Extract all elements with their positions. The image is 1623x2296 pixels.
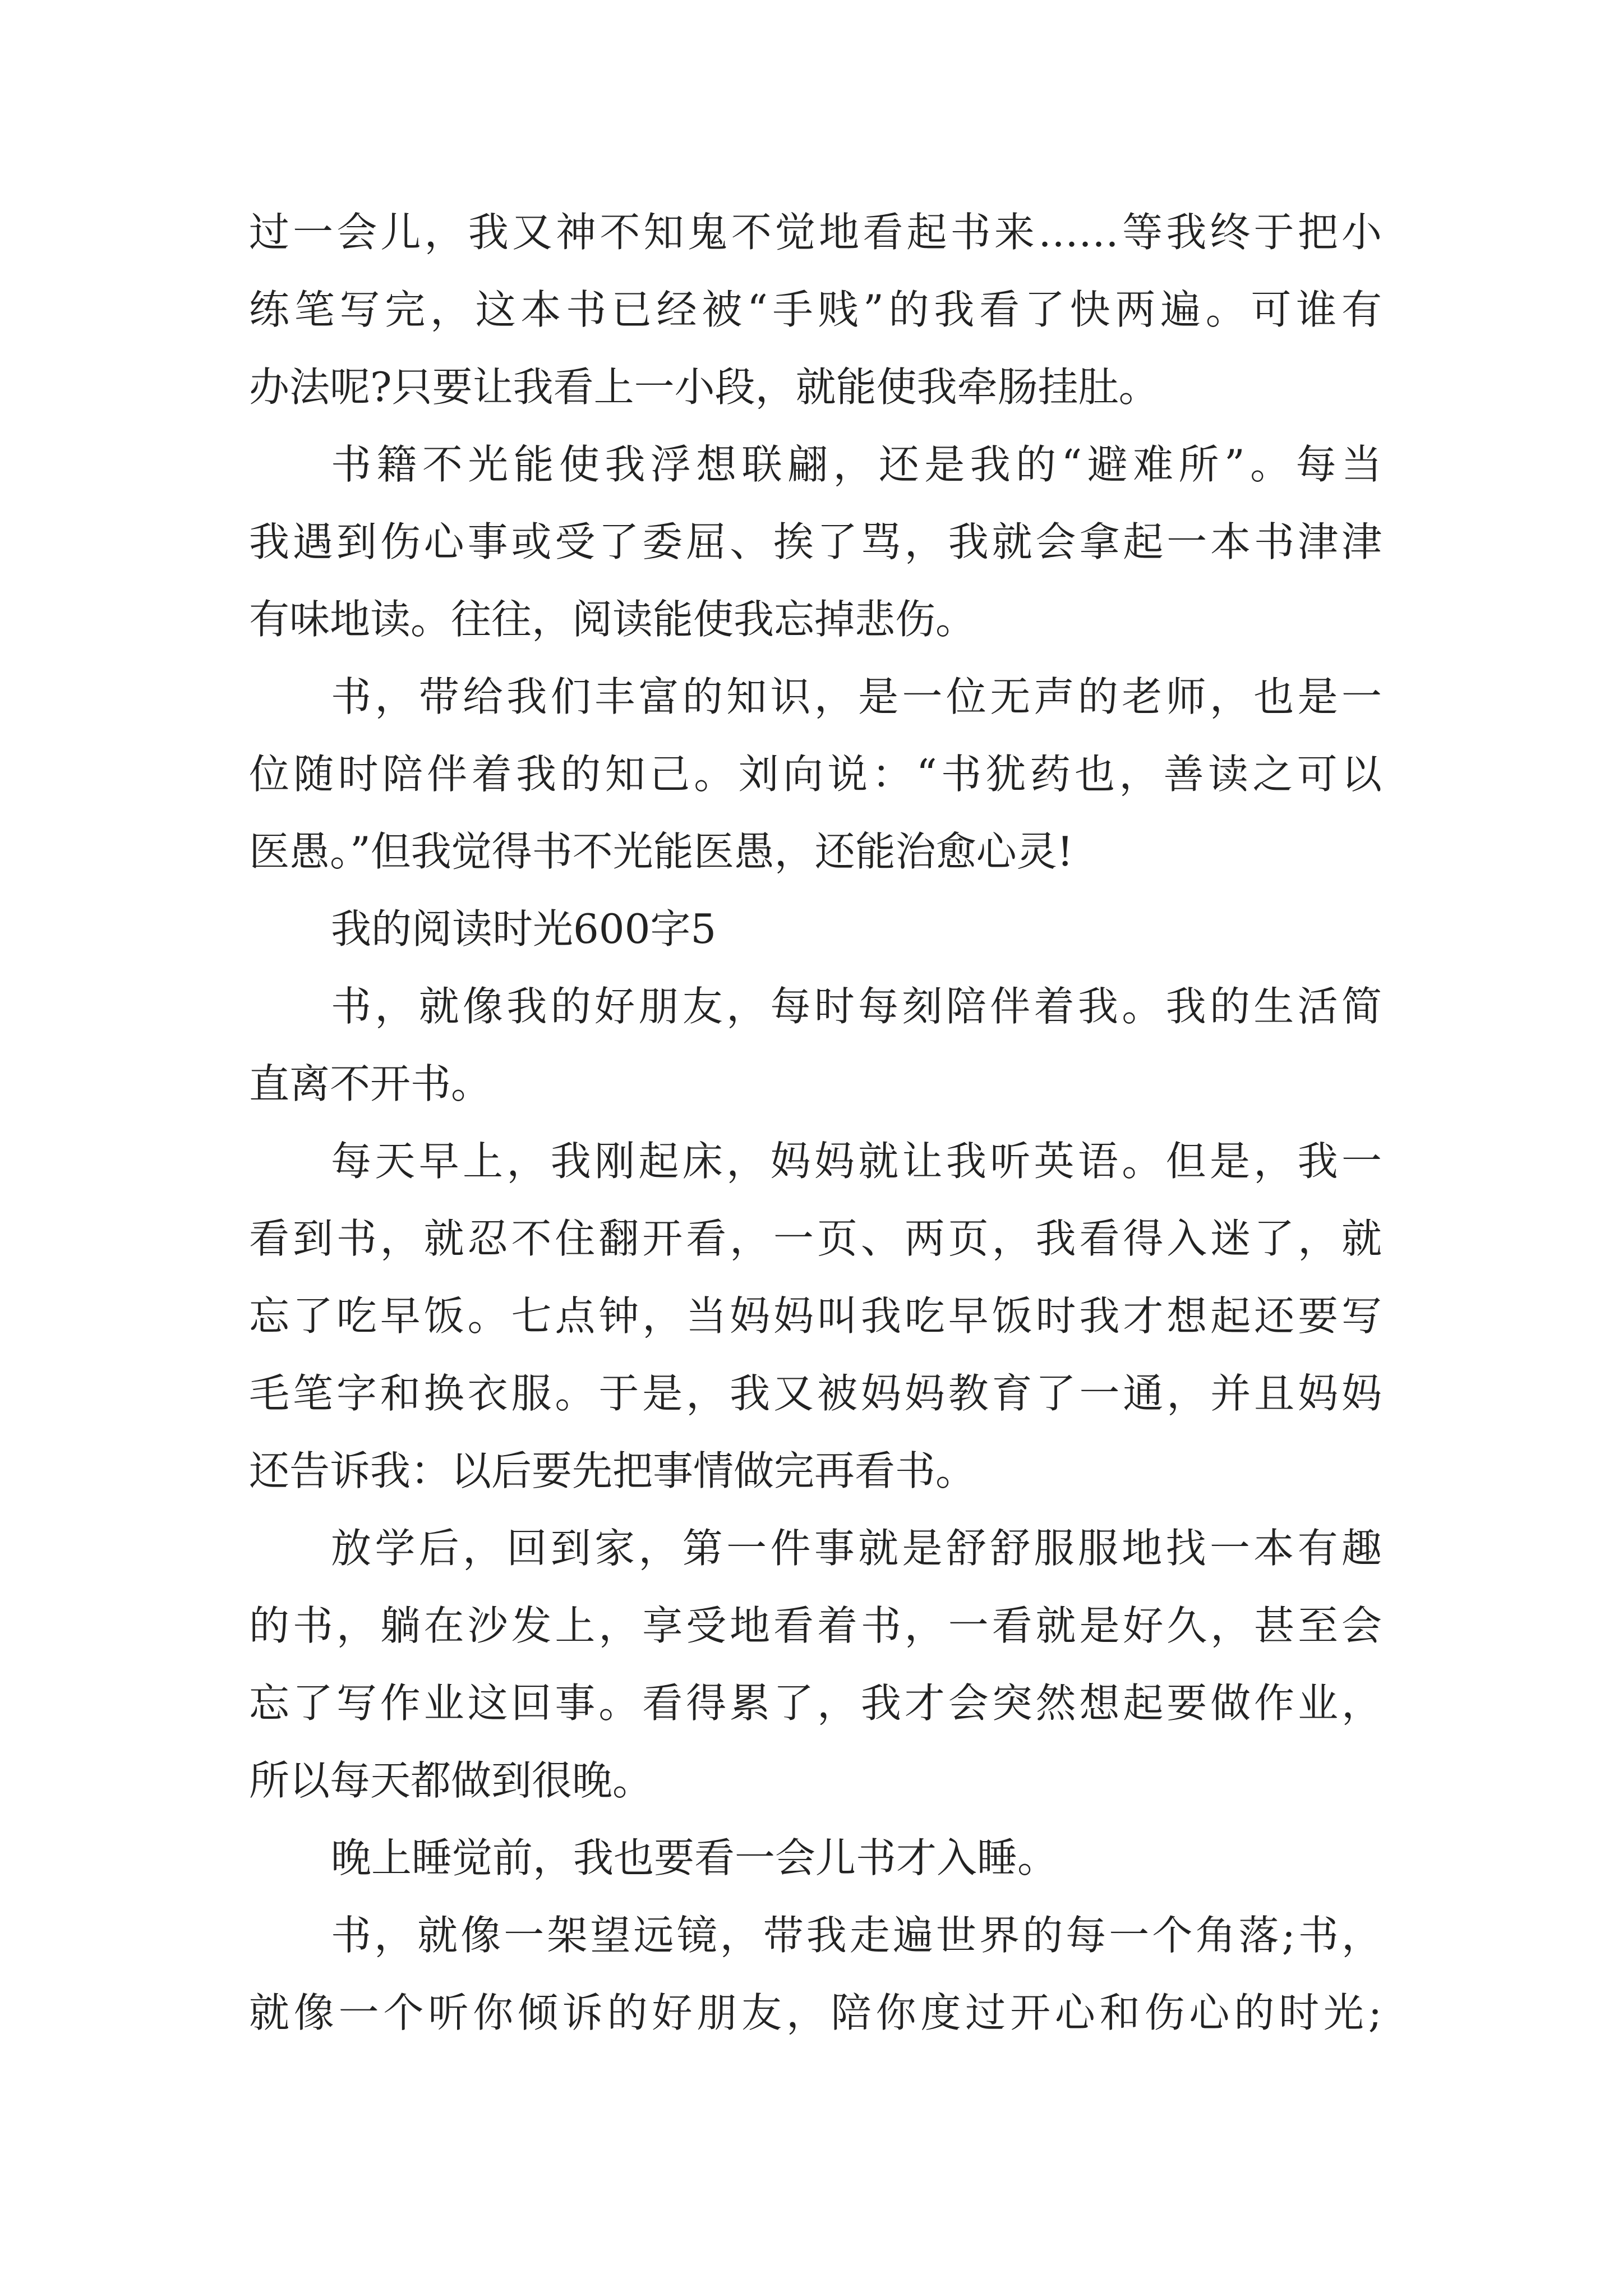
text-line: 晚上睡觉前，我也要看一会儿书才入睡。: [331, 1834, 1058, 1881]
text-line: 毛笔字和换衣服。于是，我又被妈妈教育了一通，并且妈妈: [249, 1370, 1382, 1417]
document-body: [249, 194, 1382, 2051]
text-line: 有味地读。往往，阅读能使我忘掉悲伤。: [249, 596, 976, 643]
text-line: 看到书，就忍不住翻开看，一页、两页，我看得入迷了，就: [249, 1215, 1382, 1262]
text-line: 放学后，回到家，第一件事就是舒舒服服地找一本有趣: [331, 1525, 1382, 1572]
paragraph: [249, 194, 1382, 426]
text-line: 就像一个听你倾诉的好朋友，陪你度过开心和伤心的时光;: [249, 1989, 1382, 2036]
text-line: 直离不开书。: [249, 1060, 492, 1107]
paragraph: [249, 426, 1382, 658]
paragraph: [249, 658, 1382, 890]
text-line: 书籍不光能使我浮想联翩，还是我的“避难所”。每当: [331, 441, 1382, 488]
text-line: 医愚。”但我觉得书不光能医愚，还能治愈心灵!: [249, 828, 1073, 875]
paragraph: [249, 1819, 1382, 1897]
text-line: 每天早上，我刚起床，妈妈就让我听英语。但是，我一: [331, 1138, 1382, 1185]
text-line: 我遇到伤心事或受了委屈、挨了骂，我就会拿起一本书津津: [249, 518, 1382, 565]
text-line: 还告诉我：以后要先把事情做完再看书。: [249, 1447, 976, 1494]
section-heading: [249, 890, 1382, 968]
text-line: 位随时陪伴着我的知己。刘向说：“书犹药也，善读之可以: [249, 751, 1382, 798]
paragraph: [249, 1510, 1382, 1819]
text-line: 办法呢?只要让我看上一小段，就能使我牵肠挂肚。: [249, 364, 1159, 411]
text-line: 的书，躺在沙发上，享受地看着书，一看就是好久，甚至会: [249, 1602, 1382, 1649]
text-line: 书，就像一架望远镜，带我走遍世界的每一个角落;书，: [331, 1912, 1382, 1959]
text-line: 过一会儿，我又神不知鬼不觉地看起书来……等我终于把小: [249, 209, 1382, 256]
text-line: 所以每天都做到很晚。: [249, 1757, 653, 1804]
text-line: 书，就像我的好朋友，每时每刻陪伴着我。我的生活简: [331, 983, 1382, 1030]
text-line: 练笔写完，这本书已经被“手贱”的我看了快两遍。可谁有: [249, 286, 1382, 333]
heading-text: 我的阅读时光600字5: [331, 905, 717, 953]
paragraph: [249, 1897, 1382, 2051]
text-line: 忘了吃早饭。七点钟，当妈妈叫我吃早饭时我才想起还要写: [249, 1292, 1382, 1340]
paragraph: [249, 968, 1382, 1122]
paragraph: [249, 1122, 1382, 1510]
text-line: 忘了写作业这回事。看得累了，我才会突然想起要做作业，: [249, 1680, 1382, 1727]
text-line: 书，带给我们丰富的知识，是一位无声的老师，也是一: [331, 673, 1382, 720]
